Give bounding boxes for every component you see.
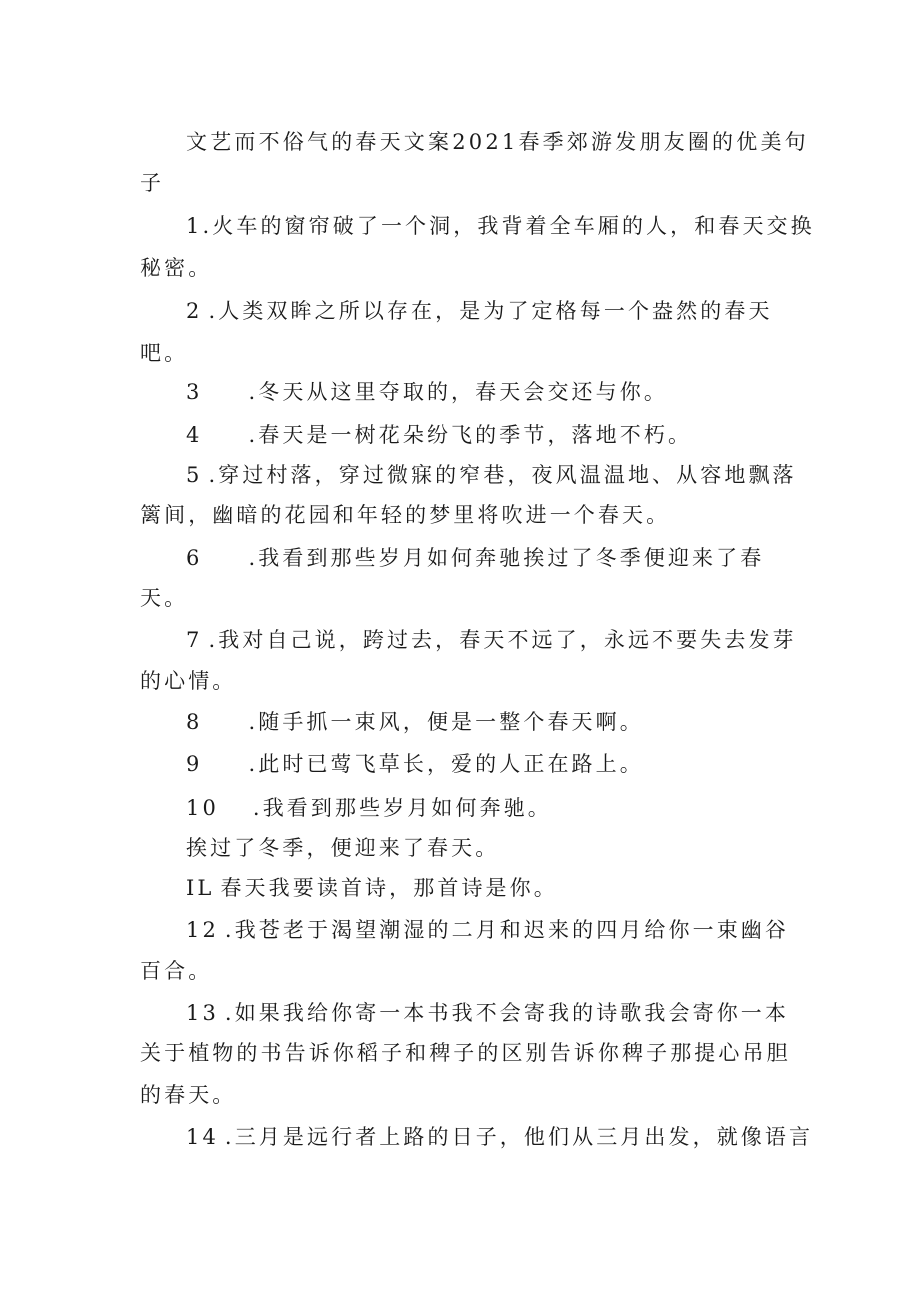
- list-item: [186, 874, 558, 902]
- list-item: [186, 794, 552, 822]
- list-item: [186, 544, 764, 572]
- item-number: IL: [186, 876, 215, 900]
- item-text: 天。: [140, 586, 189, 610]
- item-number: 6: [186, 546, 203, 570]
- list-item: [186, 421, 692, 449]
- item-text: 火车的窗帘破了一个洞，我背着全车厢的人，和春天交换: [212, 214, 815, 238]
- list-item-continued: [140, 584, 188, 612]
- item-text: .此时已莺飞草长，爱的人正在路上。: [248, 752, 644, 776]
- list-item: [186, 916, 789, 944]
- item-number: 3: [186, 380, 203, 404]
- item-text: 的春天。: [140, 1083, 237, 1107]
- item-number: 12: [186, 918, 219, 942]
- item-text: .随手抓一束风，便是一整个春天啊。: [248, 710, 644, 734]
- item-number: 14: [186, 1125, 219, 1149]
- item-text: .春天是一树花朵纷飞的季节，落地不朽。: [248, 423, 693, 447]
- list-item: [186, 999, 789, 1027]
- item-number: 8: [186, 710, 203, 734]
- item-number: 4: [186, 423, 203, 447]
- item-text: .我看到那些岁月如何奔驰。: [252, 796, 552, 820]
- list-item: [186, 378, 668, 406]
- item-number: 1.: [186, 214, 213, 238]
- item-text: .冬天从这里夺取的，春天会交还与你。: [248, 380, 668, 404]
- item-number: 13: [186, 1001, 219, 1025]
- item-text: .我看到那些岁月如何奔驰挨过了冬季便迎来了春: [248, 546, 765, 570]
- list-item: [186, 212, 815, 240]
- list-item-continued: [140, 1039, 791, 1067]
- item-text: .人类双眸之所以存在，是为了定格每一个盎然的春天: [208, 299, 773, 323]
- document-title: [186, 128, 809, 156]
- list-item: [186, 461, 797, 489]
- item-text: 吧。: [140, 341, 189, 365]
- list-item-continued: [140, 339, 188, 367]
- item-text: 的心情。: [140, 669, 237, 693]
- list-item: [186, 1123, 813, 1151]
- list-item-continued: [140, 501, 670, 529]
- item-number: 2: [186, 299, 203, 323]
- item-text: .穿过村落，穿过微寐的窄巷，夜风温温地、从容地飘落: [208, 463, 797, 487]
- item-text: 春天我要读首诗，那首诗是你。: [220, 876, 558, 900]
- item-number: 9: [186, 752, 203, 776]
- list-item-continued: [186, 834, 499, 862]
- item-text: 秘密。: [140, 256, 213, 280]
- list-item-continued: [140, 957, 212, 985]
- title-line-2: 子: [140, 171, 165, 195]
- item-text: .如果我给你寄一本书我不会寄我的诗歌我会寄你一本: [224, 1001, 789, 1025]
- list-item: [186, 626, 797, 654]
- title-line-1: 文艺而不俗气的春天文案2021春季郊游发朋友圈的优美句: [186, 130, 809, 154]
- item-text: 挨过了冬季，便迎来了春天。: [186, 836, 500, 860]
- item-number: 7: [186, 628, 203, 652]
- document-title-continued: [140, 169, 164, 197]
- item-text: 百合。: [140, 959, 213, 983]
- item-text: 篱间，幽暗的花园和年轻的梦里将吹进一个春天。: [140, 503, 671, 527]
- item-text: 关于植物的书告诉你稻子和稗子的区别告诉你稗子那提心吊胆: [140, 1041, 791, 1065]
- item-text: .三月是远行者上路的日子，他们从三月出发，就像语言: [224, 1125, 814, 1149]
- list-item-continued: [140, 254, 212, 282]
- item-number: 10: [186, 796, 219, 820]
- item-text: .我苍老于渴望潮湿的二月和迟来的四月给你一束幽谷: [224, 918, 789, 942]
- list-item: [186, 750, 644, 778]
- list-item: [186, 297, 773, 325]
- list-item-continued: [140, 1081, 236, 1109]
- item-text: .我对自己说，跨过去，春天不远了，永远不要失去发芽: [208, 628, 797, 652]
- list-item: [186, 708, 644, 736]
- item-number: 5: [186, 463, 203, 487]
- list-item-continued: [140, 667, 236, 695]
